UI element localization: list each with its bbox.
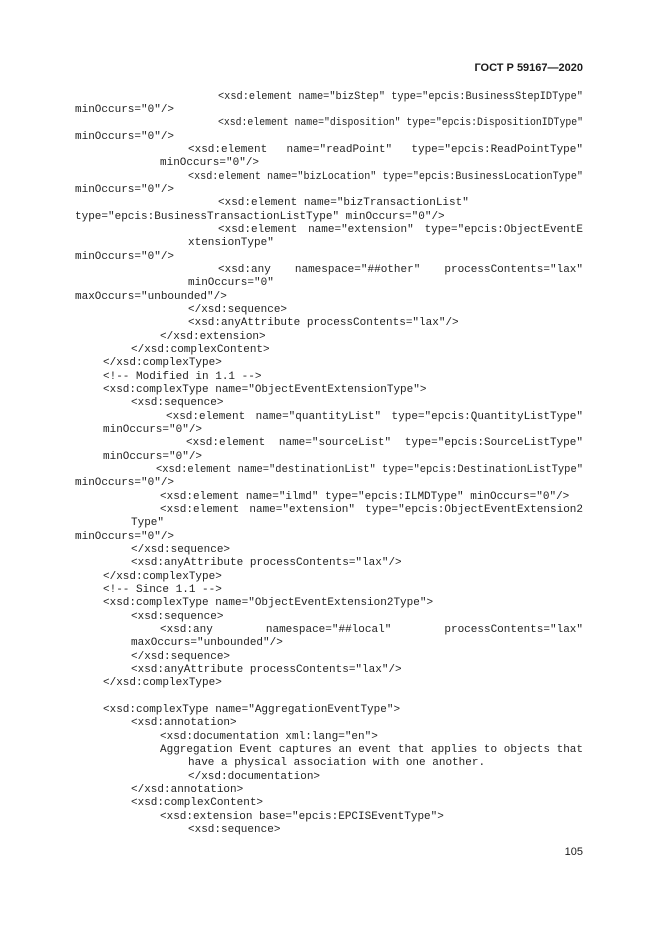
code-line: </xsd:annotation> — [131, 784, 244, 796]
code-line: <xsd:complexType name="ObjectEventExtension2Type"> — [103, 597, 434, 609]
code-line: minOccurs="0"/> — [75, 104, 175, 116]
code-line: <xsd:annotation> — [131, 717, 237, 729]
code-comment: <!-- Modified in 1.1 --> — [103, 371, 262, 383]
code-line: <xsd:element name="bizTransactionList" — [218, 197, 469, 209]
code-line: <xsd:anyAttribute processContents="lax"/> — [131, 557, 402, 569]
code-line: </xsd:complexContent> — [131, 344, 270, 356]
code-line: maxOccurs="unbounded"/> — [75, 291, 227, 303]
code-comment: <!-- Since 1.1 --> — [103, 584, 222, 596]
code-line: <xsd:element name="quantityList" type="epcis:QuantityListType" — [166, 411, 583, 423]
code-line: <xsd:extension base="epcis:EPCISEventType"> — [160, 811, 444, 823]
code-line: </xsd:sequence> — [131, 651, 231, 663]
code-line: <xsd:sequence> — [131, 397, 224, 409]
code-line: </xsd:extension> — [160, 331, 266, 343]
code-line: <xsd:element name="sourceList" type="epcis:SourceListType" — [186, 437, 583, 449]
code-line: </xsd:complexType> — [103, 677, 222, 689]
code-line: <xsd:anyAttribute processContents="lax"/> — [188, 317, 459, 329]
code-line: <xsd:complexType name="ObjectEventExtensionType"> — [103, 384, 427, 396]
code-line: minOccurs="0"/> — [103, 424, 203, 436]
code-line: </xsd:sequence> — [188, 304, 288, 316]
code-line: <xsd:anyAttribute processContents="lax"/> — [131, 664, 402, 676]
code-line: <xsd:element name="disposition" type="epcis:DispositionIDType" — [218, 117, 583, 129]
code-line: <xsd:element name="bizStep" type="epcis:BusinessStepIDType" — [218, 91, 583, 103]
code-line: xtensionType" — [188, 237, 274, 249]
code-line: <xsd:complexType name="AggregationEventType"> — [103, 704, 401, 716]
code-line: minOccurs="0"/> — [75, 184, 175, 196]
page-number: 105 — [564, 846, 583, 858]
code-line: <xsd:element name="extension" type="epcis:ObjectEventE — [218, 224, 583, 236]
code-line: <xsd:element name="bizLocation" type="epcis:BusinessLocationType" — [188, 171, 583, 183]
document-standard-number: ГОСТ Р 59167—2020 — [474, 62, 583, 74]
code-line: minOccurs="0"/> — [75, 131, 175, 143]
code-line: <xsd:any namespace="##local" processContents="lax" — [160, 624, 583, 636]
code-line: maxOccurs="unbounded"/> — [131, 637, 283, 649]
code-line: <xsd:complexContent> — [131, 797, 264, 809]
code-line: </xsd:complexType> — [103, 357, 222, 369]
code-line: <xsd:element name="destinationList" type="epcis:DestinationListType" — [156, 464, 583, 476]
code-line: <xsd:sequence> — [131, 611, 224, 623]
code-line: </xsd:sequence> — [131, 544, 231, 556]
code-line: Aggregation Event captures an event that applies to objects that — [160, 744, 583, 756]
code-line: minOccurs="0"/> — [75, 531, 175, 543]
code-line: <xsd:sequence> — [188, 824, 281, 836]
code-line: </xsd:documentation> — [188, 771, 321, 783]
code-line: type="epcis:BusinessTransactionListType" minOccurs="0"/> — [75, 211, 445, 223]
code-line: <xsd:element name="readPoint" type="epcis:ReadPointType" — [188, 144, 583, 156]
code-line: have a physical association with one another. — [188, 757, 486, 769]
code-line: minOccurs="0"/> — [160, 157, 260, 169]
code-line: minOccurs="0"/> — [75, 477, 175, 489]
code-line: minOccurs="0"/> — [103, 451, 203, 463]
code-line: Type" — [131, 517, 165, 529]
code-line: <xsd:any namespace="##other" processContents="lax" — [218, 264, 583, 276]
code-line: <xsd:element name="extension" type="epcis:ObjectEventExtension2 — [160, 504, 583, 516]
code-line: minOccurs="0" — [188, 277, 274, 289]
code-line: <xsd:documentation xml:lang="en"> — [160, 731, 378, 743]
code-line: <xsd:element name="ilmd" type="epcis:ILMDType" minOccurs="0"/> — [160, 491, 570, 503]
code-line: minOccurs="0"/> — [75, 251, 175, 263]
code-line: </xsd:complexType> — [103, 571, 222, 583]
